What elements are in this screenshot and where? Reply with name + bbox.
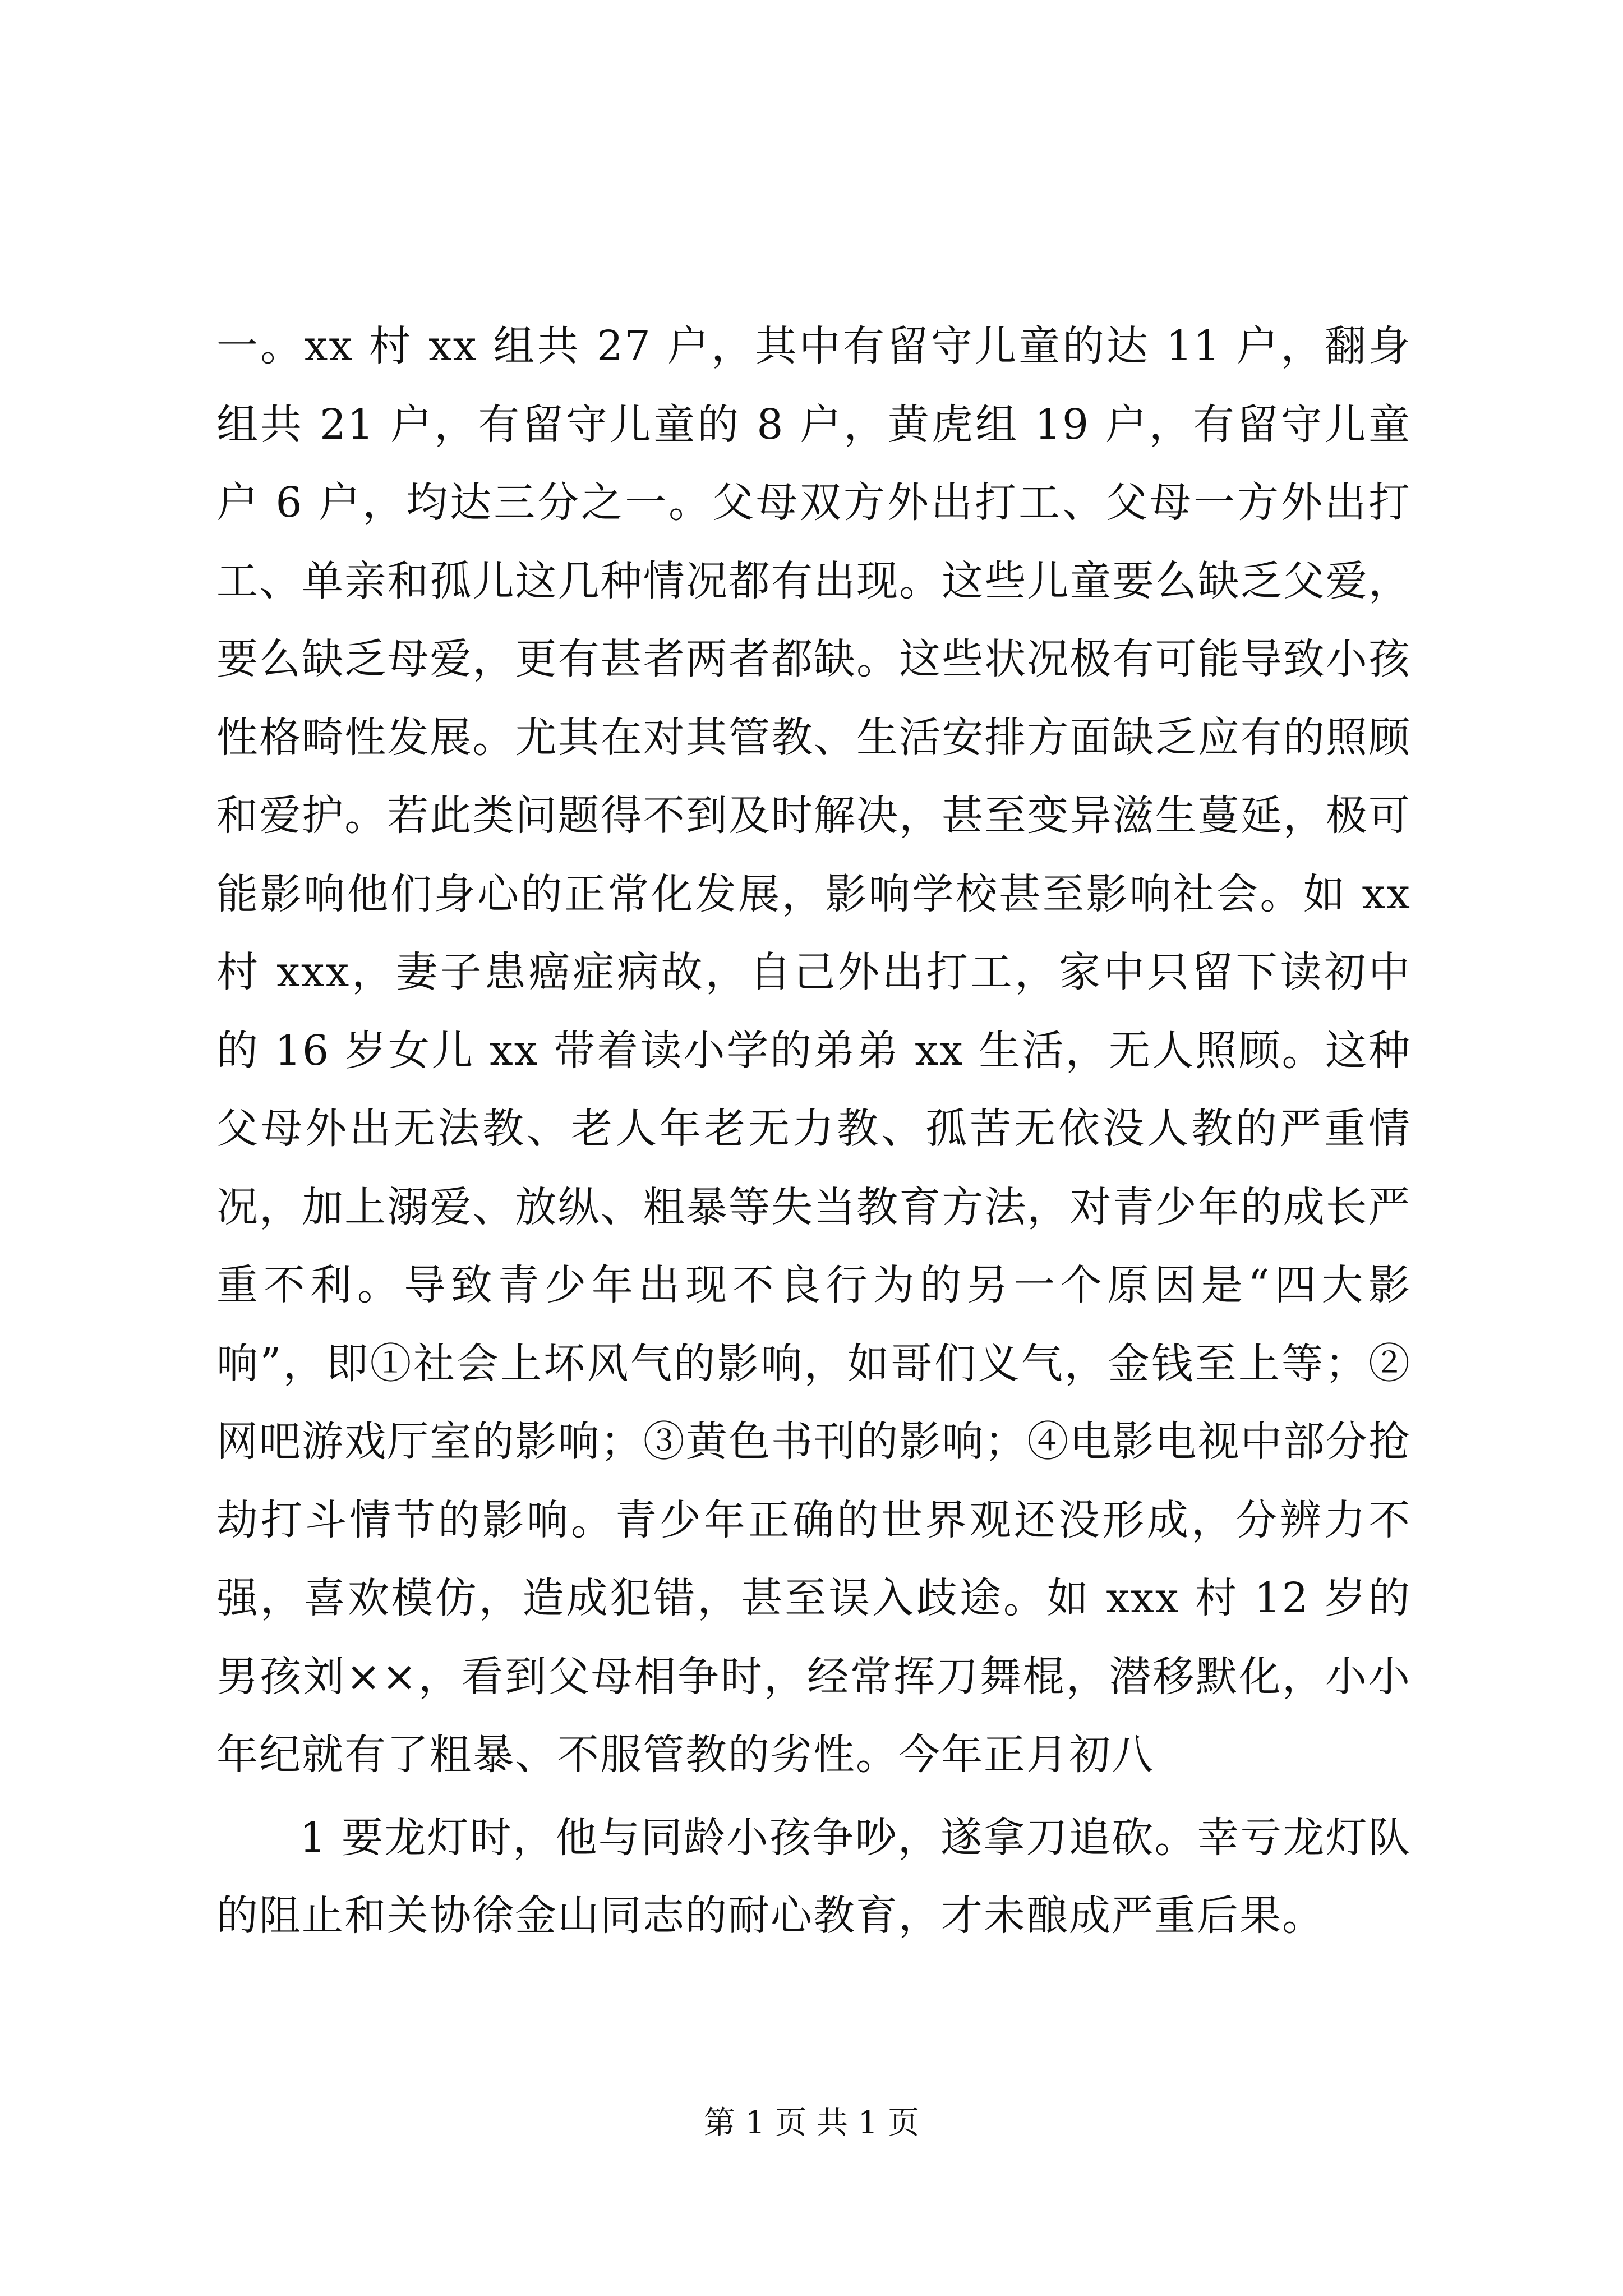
paragraph: 一。xx 村 xx 组共 27 户，其中有留守儿童的达 11 户，翻身组共 21 户，有留守儿童的 8 户，黄虎组 19 户，有留守儿童户 6 户，均达三分之一。父母双方外出打工、父母一方外出打工、单亲和孤儿这几种情况都有出现。这些儿童要么缺乏父爱，要么缺乏母爱，更有甚者两者都缺。这些状况极有可能导致小孩性格畸性发展。尤其在对其管教、生活安排方面缺乏应有的照顾和爱护。若此类问题得不到及时解决，甚至变异滋生蔓延，极可能影响他们身心的正常化发展，影响学校甚至影响社会。如 xx 村 xxx，妻子患癌症病故，自己外出打工，家中只留下读初中的 16 岁女儿 xx 带着读小学的弟弟 xx 生活，无人照顾。这种父母外出无法教、老人年老无力教、孤苦无依没人教的严重情况，加上溺爱、放纵、粗暴等失当教育方法，对青少年的成长严重不利。导致青少年出现不良行为的另一个原因是“四大影响”，即①社会上坏风气的影响，如哥们义气，金钱至上等；②网吧游戏厅室的影响；③黄色书刊的影响；④电影电视中部分抢劫打斗情节的影响。青少年正确的世界观还没形成，分辨力不强，喜欢模仿，造成犯错，甚至误入歧途。如 xxx 村 12 岁的男孩刘××，看到父母相争时，经常挥刀舞棍，潜移默化，小小年纪就有了粗暴、不服管教的劣性。今年正月初八 [216,322,1411,1779]
paragraph: 1 要龙灯时，他与同龄小孩争吵，遂拿刀追砍。幸亏龙灯队的阻止和关协徐金山同志的耐心教育，才未酿成严重后果。 [216,1813,1411,1940]
page-number-footer: 第 1 页 共 1 页 [703,2105,920,2141]
document-body [216,307,1411,1955]
